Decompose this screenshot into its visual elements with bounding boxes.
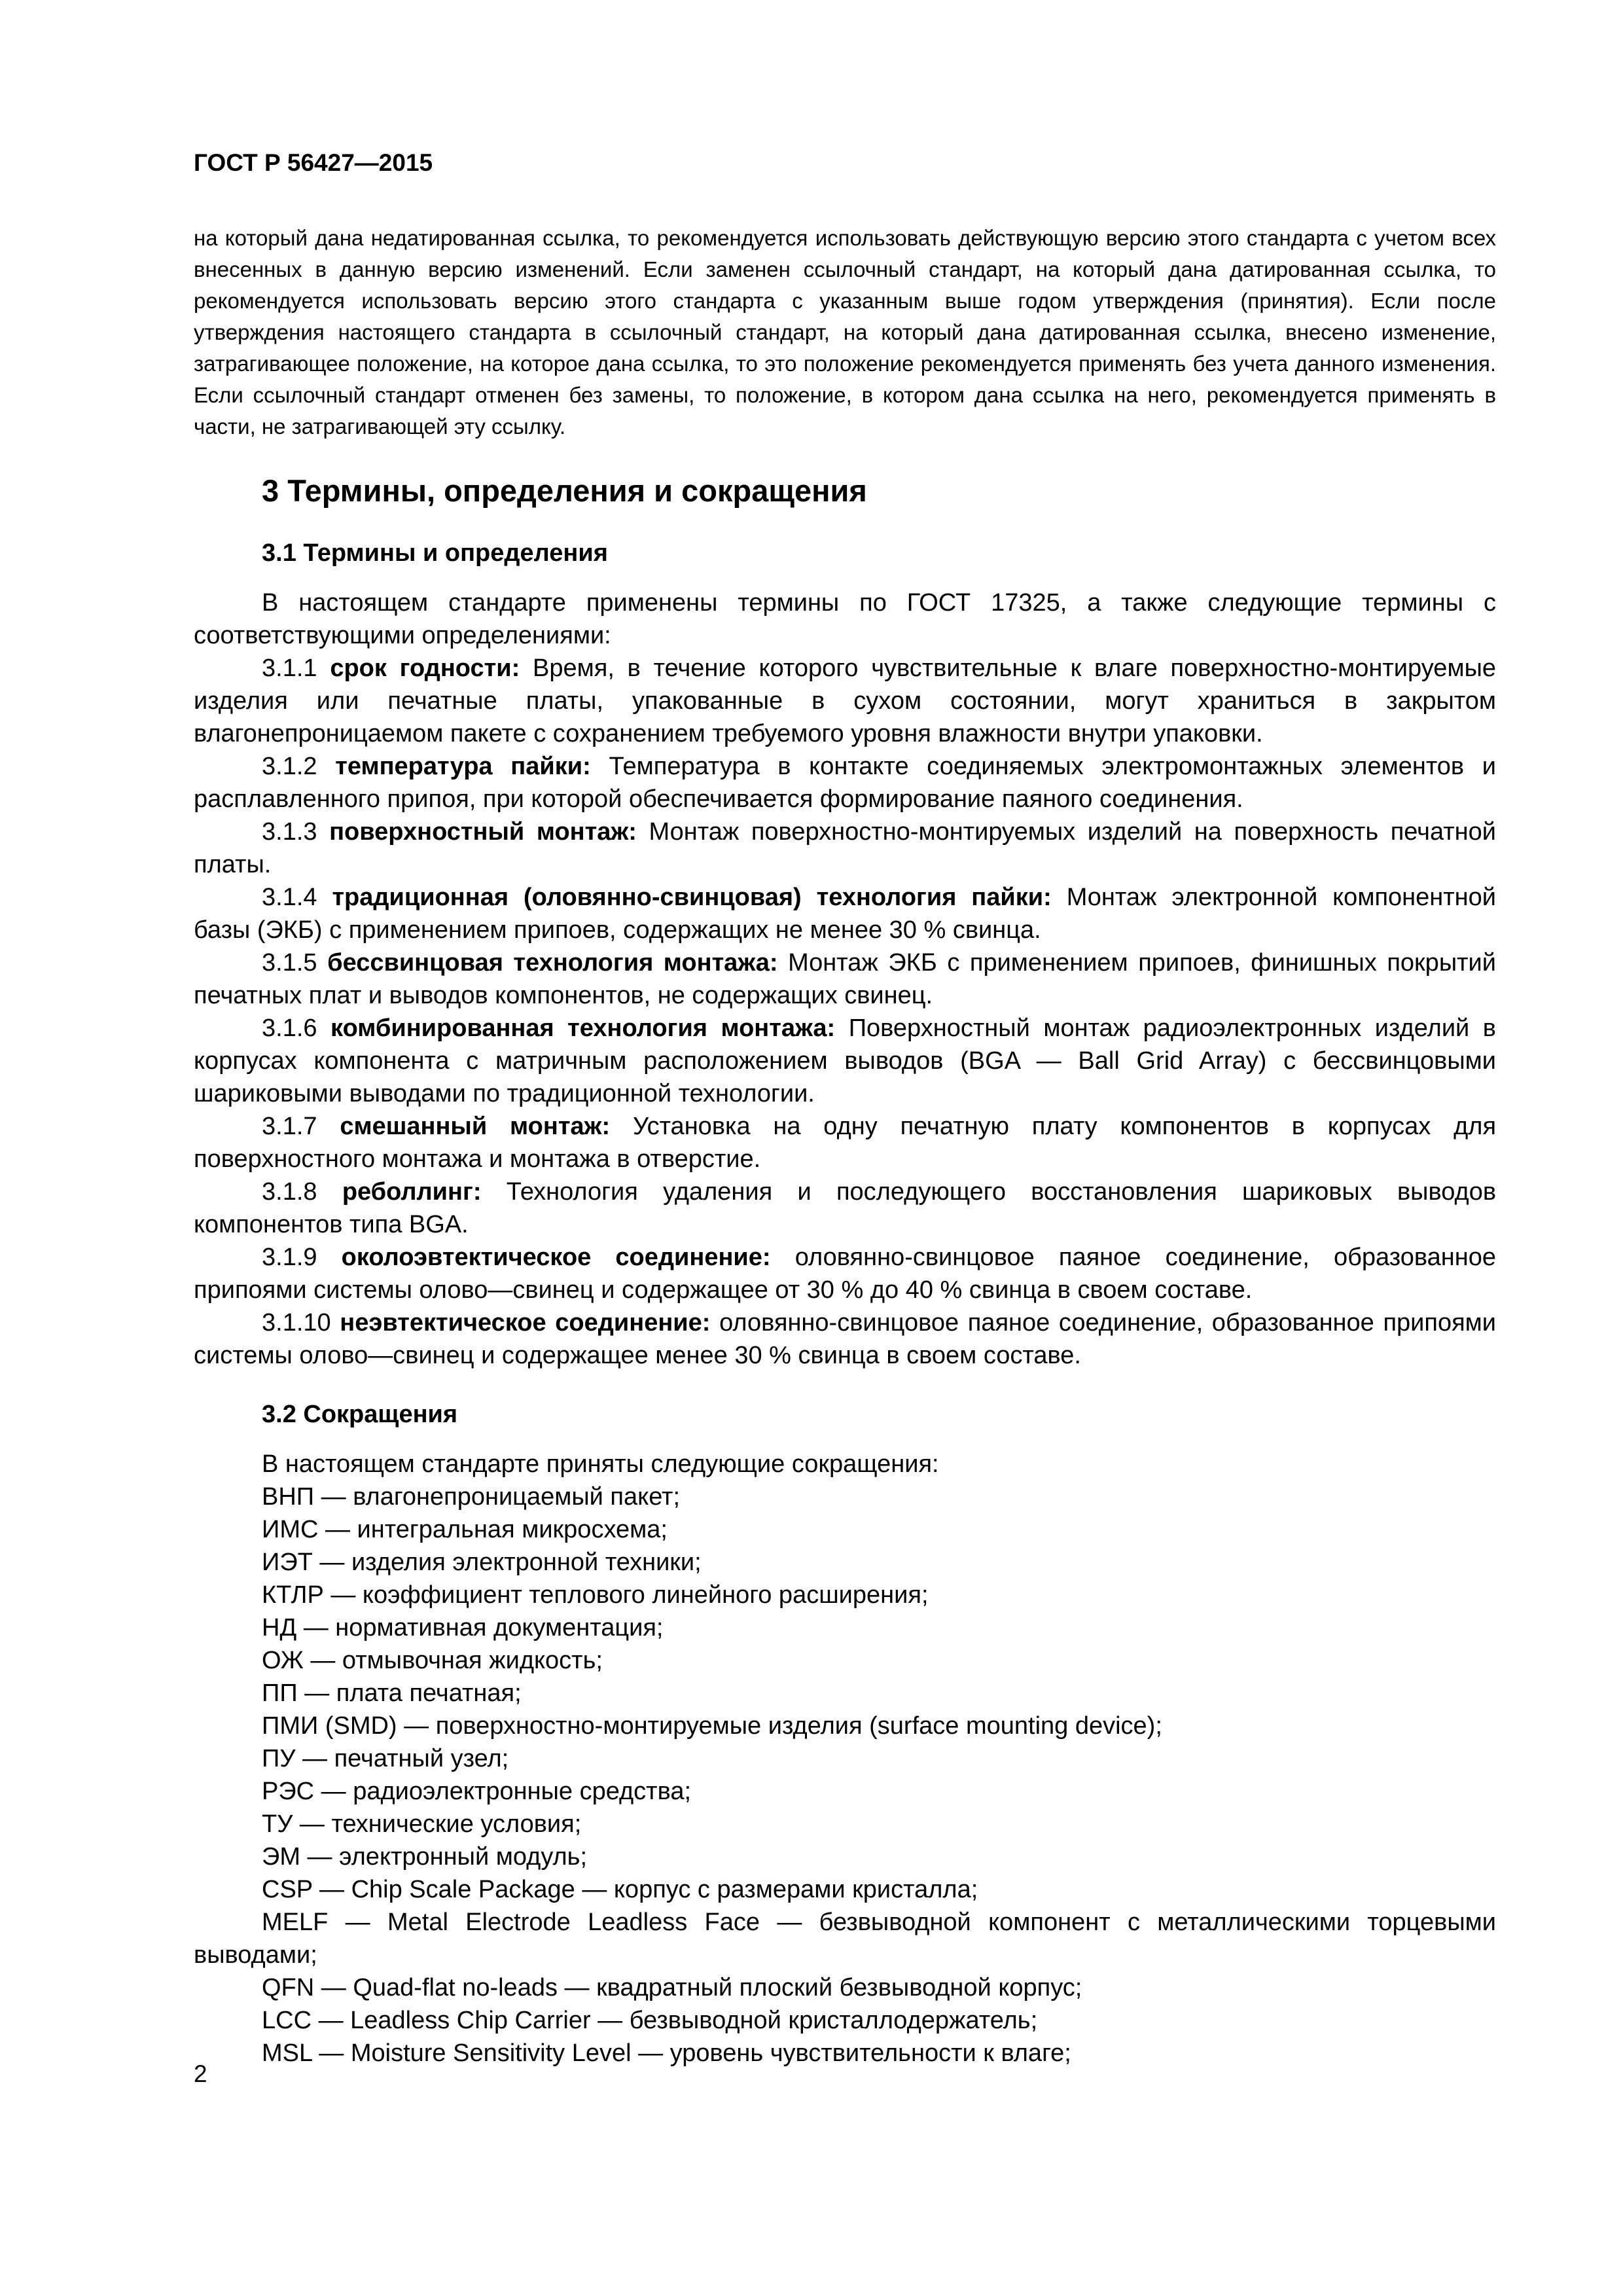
standard-id-header: ГОСТ Р 56427—2015 <box>194 149 433 176</box>
abbreviations-list <box>194 1480 1496 2070</box>
term-number: 3.1.8 <box>262 1178 317 1206</box>
term-number: 3.1.9 <box>262 1244 317 1271</box>
abbreviation-item: ИЭТ — изделия электронной техники; <box>262 1549 702 1576</box>
term-definition: оловянно-свинцовое паяное соединение, образованное припоями системы олово—свинец и содержащее менее 30 % свинца в своем составе. <box>194 1309 1497 1369</box>
abbreviation-item: ПУ — печатный узел; <box>262 1745 509 1772</box>
abbreviation-item: ПП — плата печатная; <box>262 1679 522 1707</box>
term-name: смешанный монтаж: <box>340 1113 611 1140</box>
abbreviation-item: QFN — Quad-flat no-leads — квадратный плоский безвыводной корпус; <box>262 1974 1082 2001</box>
term-definition: оловянно-свинцовое паяное соединение, образованное припоями системы олово—свинец и содержащее от 30 % до 40 % свинца в своем составе. <box>194 1244 1496 1304</box>
intro-paragraph: на который дана недатированная ссылка, то рекомендуется использовать действующую версию этого стандарта с учетом всех внесенных в данную версию изменений. Если заменен ссылочный стандарт, на который дана датированная ссылка, то рекомендуется использовать версию этого стандарта с указанным выше годом утверждения (принятия). Если после утверждения настоящего стандарта в ссылочный стандарт, на который дана датированная ссылка, внесено изменение, затрагивающее положение, на которое дана ссылка, то это положение рекомендуется применять без учета данного изменения. Если ссылочный стандарт отменен без замены, то положение, в котором дана ссылка на него, рекомендуется применять в части, не затрагивающей эту ссылку. <box>194 226 1496 439</box>
term-3-1-6 <box>194 1012 1496 1110</box>
term-number: 3.1.3 <box>262 818 317 846</box>
term-number: 3.1.7 <box>262 1113 317 1140</box>
term-3-1-8 <box>194 1175 1496 1241</box>
term-definition: Монтаж ЭКБ с применением припоев, финишных покрытий печатных плат и выводов компонентов, не содержащих свинец. <box>194 949 1496 1009</box>
term-definition: Монтаж электронной компонентной базы (ЭКБ) с применением припоев, содержащих не менее 30 % свинца. <box>194 884 1497 944</box>
abbreviation-item: ИМС — интегральная микросхема; <box>262 1516 668 1543</box>
term-3-1-2 <box>194 750 1496 816</box>
term-number: 3.1.2 <box>262 753 317 780</box>
term-number: 3.1.5 <box>262 949 317 977</box>
subsection-3-1-title: 3.1 Термины и определения <box>262 539 608 567</box>
term-number: 3.1.6 <box>262 1014 317 1042</box>
term-definition: Технология удаления и последующего восстановления шариковых выводов компонентов типа BGA. <box>194 1178 1497 1238</box>
term-3-1-5 <box>194 946 1496 1012</box>
term-name: температура пайки: <box>335 753 591 780</box>
term-name: реболлинг: <box>342 1178 482 1206</box>
term-number: 3.1.1 <box>262 655 317 682</box>
term-definition: Время, в течение которого чувствительные к влаге поверхностно-монтируемые изделия или печатные платы, упакованные в сухом состоянии, могут храниться в закрытом влагонепроницаемом пакете с сохранением требуемого уровня влажности внутри упаковки. <box>194 655 1497 747</box>
abbreviation-item: CSP — Chip Scale Package — корпус с размерами кристалла; <box>262 1876 978 1903</box>
subsection-3-2-title: 3.2 Сокращения <box>262 1401 458 1428</box>
abbreviation-item: ВНП — влагонепроницаемый пакет; <box>262 1483 681 1511</box>
abbreviation-item: MSL — Moisture Sensitivity Level — уровень чувствительности к влаге; <box>262 2039 1071 2067</box>
term-name: неэвтектическое соединение: <box>340 1309 711 1336</box>
abbreviation-item: ЭМ — электронный модуль; <box>262 1843 588 1871</box>
term-definition: Поверхностный монтаж радиоэлектронных изделий в корпусах компонента с матричным расположением выводов (BGA — Ball Grid Array) с бессвинцовыми шариковыми выводами по традиционной технологии. <box>194 1014 1496 1107</box>
abbreviation-item: РЭС — радиоэлектронные средства; <box>262 1778 692 1805</box>
term-3-1-1 <box>194 652 1496 750</box>
abbreviations-intro: В настоящем стандарте приняты следующие сокращения: <box>262 1450 939 1478</box>
term-name: срок годности: <box>330 655 520 682</box>
term-name: комбинированная технология монтажа: <box>330 1014 836 1042</box>
term-number: 3.1.4 <box>262 884 317 911</box>
term-definition: Установка на одну печатную плату компонентов в корпусах для поверхностного монтажа и монтажа в отверстие. <box>194 1113 1497 1173</box>
abbreviation-item: КТЛР — коэффициент теплового линейного расширения; <box>262 1581 929 1609</box>
term-3-1-10 <box>194 1306 1496 1372</box>
term-number: 3.1.10 <box>262 1309 331 1336</box>
terms-list <box>194 652 1496 1372</box>
term-definition: Температура в контакте соединяемых электромонтажных элементов и расплавленного припоя, при которой обеспечивается формирование паяного соединения. <box>194 753 1497 813</box>
term-name: традиционная (оловянно-свинцовая) технология пайки: <box>332 884 1052 911</box>
abbreviation-item: ОЖ — отмывочная жидкость; <box>262 1647 603 1674</box>
abbreviation-item: ПМИ (SMD) — поверхностно-монтируемые изделия (surface mounting device); <box>262 1712 1162 1740</box>
terms-intro: В настоящем стандарте применены термины по ГОСТ 17325, а также следующие термины с соответствующими определениями: <box>194 589 1496 649</box>
abbreviation-item: LCC — Leadless Chip Carrier — безвыводной кристаллодержатель; <box>262 2007 1038 2034</box>
abbreviation-item: ТУ — технические условия; <box>262 1810 582 1838</box>
term-definition: Монтаж поверхностно-монтируемых изделий на поверхность печатной платы. <box>194 818 1496 878</box>
term-name: околоэвтектическое соединение: <box>341 1244 771 1271</box>
abbreviation-item: НД — нормативная документация; <box>262 1614 664 1641</box>
section-3 <box>194 471 1496 2070</box>
term-3-1-4 <box>194 881 1496 946</box>
section-3-title: 3 Термины, определения и сокращения <box>262 473 867 508</box>
term-3-1-3 <box>194 816 1496 881</box>
term-name: бессвинцовая технология монтажа: <box>327 949 778 977</box>
term-3-1-9 <box>194 1241 1496 1306</box>
term-3-1-7 <box>194 1110 1496 1175</box>
term-name: поверхностный монтаж: <box>329 818 637 846</box>
page-number: 2 <box>194 2060 207 2087</box>
abbreviation-item: MELF — Metal Electrode Leadless Face — безвыводной компонент с металлическими торцевыми выводами; <box>194 1909 1496 1969</box>
